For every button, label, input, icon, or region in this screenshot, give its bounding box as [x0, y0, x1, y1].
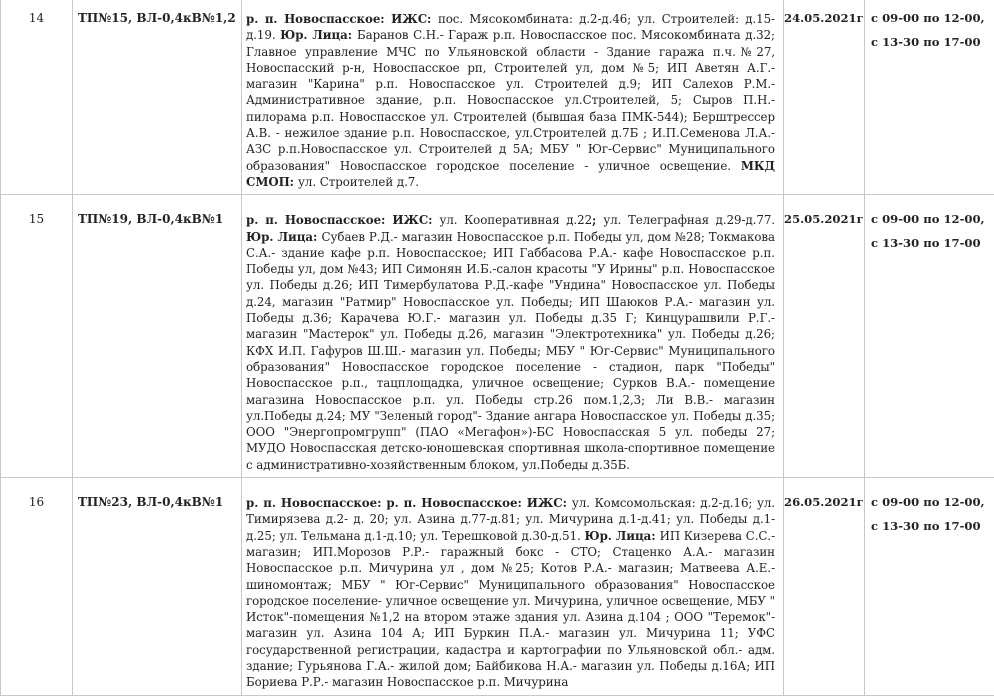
address-label-bold: ; — [592, 213, 603, 227]
address-label-bold: р. п. Новоспасское: р. п. Новоспасское: ИЖС: — [246, 496, 572, 510]
addresses-cell — [242, 0, 784, 195]
time-interval-morning: с 09-00 по 12-00, — [871, 478, 994, 509]
date-cell — [784, 195, 865, 478]
time-interval-afternoon: с 13-30 по 17-00 — [871, 509, 994, 533]
row-number: 14 — [1, 0, 72, 25]
table-row — [1, 0, 994, 195]
substation-cell — [73, 478, 242, 696]
time-cell — [865, 195, 994, 478]
row-number-cell — [1, 478, 73, 696]
row-number: 16 — [1, 478, 72, 509]
substation-name: ТП№15, ВЛ-0,4кВ№1,2 — [73, 0, 241, 25]
row-number-cell — [1, 0, 73, 195]
substation-cell — [73, 0, 242, 195]
time-interval-morning: с 09-00 по 12-00, — [871, 195, 994, 226]
address-label-bold: р. п. Новоспасское: ИЖС: — [246, 213, 439, 227]
time-interval-afternoon: с 13-30 по 17-00 — [871, 226, 994, 250]
time-interval-morning: с 09-00 по 12-00, — [871, 0, 994, 25]
time-cell — [865, 0, 994, 195]
address-text: Баранов С.Н.- Гараж р.п. Новоспасское пос. Мясокомбината д.32; Главное управление МЧС по Ульяновской области - Здание гаража п.ч.№27, Новоспасский р-н, Новоспасское рп, Строителей ул, дом №5; ИП Аветян А.Г.- магазин "Карина" р.п. Новоспасское ул. Строителей д.9; ИП Салехов Р.М.- Административное здание, р.п. Новоспасское ул.Строителей, 5; Сыров П.Н.- пилорама р.п. Новоспасское ул. Строителей (бывшая база ПМК-544); Берштрессер А.В. - нежилое здание р.п. Новоспасское, ул.Строителей д.7Б ; И.П.Семенова Л.А.- АЗС р.п.Новоспасское ул. Строителей д 5А; МБУ " Юг-Сервис" Муниципального образования" Новоспасское городское поселение - уличное освещение. — [246, 28, 775, 172]
date-cell — [784, 0, 865, 195]
address-text: Субаев Р.Д.- магазин Новоспасское р.п. Победы ул, дом №28; Токмакова С.А.- здание кафе р.п. Новоспасское; ИП Габбасова Р.А.- кафе Новоспасское р.п. Победы ул, дом №43; ИП Симонян И.Б.-салон красоты "У Ирины" р.п. Новоспасское ул. Победы д.26; ИП Тимербулатова Р.Д.-кафе "Ундина" Новоспасское ул. Победы д.24, магазин "Ратмир" Новоспасское ул. Победы; ИП Шаюков Р.А.- магазин ул. Победы д.36; Карачева Ю.Г.- магазин ул. Победы д.35 Г; Кинцурашвили Р.Г.- магазин "Мастерок" ул. Победы д.26, магазин "Электротехника" ул. Победы д.26; КФХ И.П. Гафуров Ш.Ш.- магазин ул. Победы; МБУ " Юг-Сервис" Муниципального образования" Новоспасское городское поселение - стадион, парк "Победы" Новоспасское р.п., тацплощадка, уличное освещение; Сурков В.А.- помещение магазина Новоспасское р.п. ул. Победы стр.26 пом.1,2,3; Ли В.В.- магазин ул.Победы д.24; МУ "Зеленый город"- Здание ангара Новоспасское ул. Победы д.35; ООО "Энергопромгрупп" (ПАО «Мегафон»)-БС Новоспасская 5 ул. победы 27; МУДО Новоспасская детско-юношевская спортивная школа-спортивное помещение с административно-хозяйственным блоком, ул.Победы д.35Б. — [246, 230, 775, 472]
address-label-bold: р. п. Новоспасское: ИЖС: — [246, 12, 438, 26]
address-label-bold: Юр. Лица: — [280, 28, 357, 42]
address-text: пос. Мясокомбината: д.2-д.46; ул. Строителей: д.15-д.19. — [246, 12, 775, 42]
table-row — [1, 478, 994, 696]
row-number-cell — [1, 195, 73, 478]
time-interval-afternoon: с 13-30 по 17-00 — [871, 25, 994, 49]
substation-name: ТП№19, ВЛ-0,4кВ№1 — [73, 195, 241, 226]
address-text: ул. Комсомольская: д.2-д.16; ул. Тимирязева д.2- д. 20; ул. Азина д.77-д.81; ул. Мичурина д.1-д.41; ул. Победы д.1-д.25; ул. Тельмана д.1-д.10; ул. Терешковой д.30-д.51. — [246, 496, 775, 543]
time-cell — [865, 478, 994, 696]
address-text: ул. Телеграфная д.29-д.77. — [603, 213, 775, 227]
address-text: ИП Кизерева С.С.- магазин; ИП.Морозов Р.Р.- гаражный бокс - СТО; Стаценко А.А.- магазин Новоспасское р.п. Мичурина ул , дом №25; Котов Р.А.- магазин; Матвеева А.Е.- шиномонтаж; МБУ " Юг-Сервис" Муниципального образования" Новоспасское городское поселение- уличное освещение ул. Мичурина, уличное освещение, МБУ " Исток"-помещения №1,2 на втором этаже здания ул. Азина д.104 ; ООО "Теремок"- магазин ул. Азина 104 А; ИП Буркин П.А.- магазин ул. Мичурина 11; УФС государственной регистрации, кадастра и картографии по Ульяновской обл.- адм. здание; Гурьянова Г.А.- жилой дом; Байбикова Н.А.- магазин ул. Победы д.16А; ИП Бориева Р.Р.- магазин Новоспасское р.п. Мичурина — [246, 529, 775, 690]
outage-date: 24.05.2021г — [784, 0, 864, 25]
outage-date: 26.05.2021г — [784, 478, 864, 509]
table-row — [1, 195, 994, 478]
address-text: ул. Строителей д.7. — [298, 175, 419, 189]
date-cell — [784, 478, 865, 696]
address-label-bold: МКД СМОП: — [246, 159, 775, 189]
substation-cell — [73, 195, 242, 478]
address-label-bold: Юр. Лица: — [584, 529, 659, 543]
address-text: ул. Кооперативная д.22 — [439, 213, 592, 227]
substation-name: ТП№23, ВЛ-0,4кВ№1 — [73, 478, 241, 509]
addresses-cell — [242, 478, 784, 696]
address-label-bold: Юр. Лица: — [246, 230, 322, 244]
addresses-cell — [242, 195, 784, 478]
row-number: 15 — [1, 195, 72, 226]
outage-date: 25.05.2021г — [784, 195, 864, 226]
